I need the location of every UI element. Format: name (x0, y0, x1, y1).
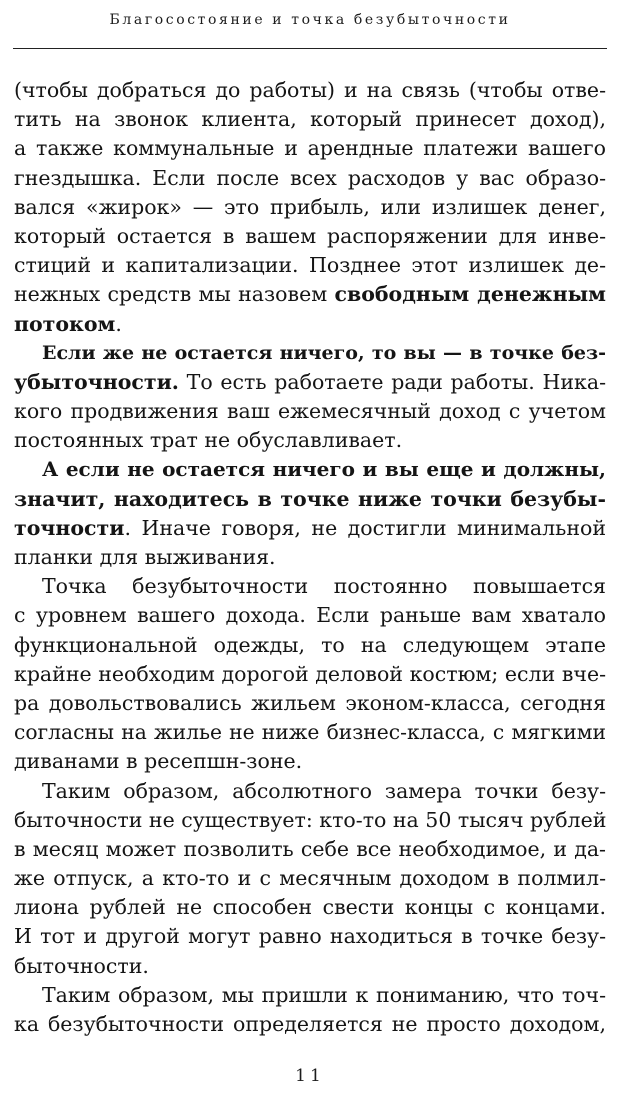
text-segment: с уровнем вашего дохода. Если раньше вам хватало (14, 603, 606, 628)
text-segment: Точка безубыточности постоянно повышается (42, 574, 606, 599)
text-segment: То есть работаете ради работы. Ника- (178, 369, 606, 394)
text-line (14, 631, 606, 660)
text-line (14, 310, 606, 339)
bold-text-segment: Если же не остается ничего, то вы — в точке без- (42, 341, 606, 364)
bold-text-segment: А если не остается ничего и вы еще и должны, (42, 457, 606, 482)
text-segment: . (115, 311, 122, 336)
text-segment: ра довольствовались жильем эконом-класса, сегодня (14, 690, 606, 715)
text-segment: а также коммунальные и арендные платежи вашего (14, 136, 606, 161)
text-line (14, 718, 606, 747)
text-line (14, 543, 606, 572)
text-line (14, 1010, 606, 1039)
text-segment: кого продвижения ваш ежемесячный доход с учетом (14, 399, 606, 424)
running-head: Благосостояние и точка безубыточности (109, 12, 511, 28)
text-segment: крайне необходим дорогой деловой костюм; если вче- (14, 661, 606, 686)
text-line (14, 368, 606, 397)
text-line (14, 835, 606, 864)
text-line (14, 397, 606, 426)
text-line (14, 164, 606, 193)
text-line (14, 251, 606, 280)
page-number: 11 (295, 1066, 325, 1086)
text-line (14, 455, 606, 484)
text-line (14, 660, 606, 689)
text-line (14, 514, 606, 543)
bold-text-segment: свободным денежным (334, 282, 606, 307)
text-line (14, 280, 606, 309)
text-line (14, 339, 606, 368)
bold-text-segment: убыточности. (14, 369, 179, 394)
bold-text-segment: значит, находитесь в точке ниже точки безубы- (14, 486, 606, 511)
text-segment: согласны на жилье не ниже бизнес-класса, с мягкими (14, 720, 606, 745)
text-line (14, 105, 606, 134)
header-rule (13, 48, 607, 49)
text-line (14, 689, 606, 718)
text-segment: гнездышка. Если после всех расходов у вас образо- (14, 165, 606, 190)
text-segment: быточности. (14, 953, 149, 978)
text-segment: же отпуск, а кто-то и с месячным доходом в полмил- (14, 866, 606, 891)
text-segment: Таким образом, абсолютного замера точки безу- (42, 778, 606, 803)
text-segment: (чтобы добраться до работы) и на связь (чтобы отве- (14, 78, 606, 102)
text-segment: Таким образом, мы пришли к пониманию, что точ- (42, 982, 606, 1007)
text-line (14, 893, 606, 922)
text-line (14, 747, 606, 776)
text-line (14, 485, 606, 514)
text-line (14, 777, 606, 806)
text-line (14, 922, 606, 951)
text-segment: диванами в ресепшн-зоне. (14, 749, 303, 774)
text-line (14, 572, 606, 601)
text-line (14, 864, 606, 893)
bold-text-segment: точности (14, 515, 125, 540)
text-segment: который остается в вашем распоряжении для инве- (14, 223, 606, 248)
text-line (14, 134, 606, 163)
text-line (14, 952, 606, 981)
text-segment: в месяц может позволить себе все необходимое, и да- (14, 836, 606, 861)
text-segment: И тот и другой могут равно находиться в точке безу- (14, 924, 606, 949)
text-line (14, 193, 606, 222)
text-segment: стиций и капитализации. Позднее этот излишек де- (14, 253, 606, 278)
text-segment: тить на звонок клиента, который принесет доход), (14, 107, 606, 132)
text-segment: функциональной одежды, то на следующем этапе (14, 632, 606, 657)
text-segment: быточности не существует: кто-то на 50 тысяч рублей (14, 807, 607, 832)
text-line (14, 601, 606, 630)
text-segment: нежных средств мы назовем (14, 282, 335, 307)
text-segment: . Иначе говоря, не достигли минимальной (124, 515, 606, 540)
text-line (14, 426, 606, 455)
text-line (14, 981, 606, 1010)
text-segment: постоянных трат не обуславливает. (14, 428, 403, 453)
bold-text-segment: потоком (14, 311, 116, 336)
text-line (14, 222, 606, 251)
text-line (14, 806, 606, 835)
body-text (14, 76, 606, 1039)
text-segment: вался «жирок» — это прибыль, или излишек денег, (14, 194, 606, 219)
text-segment: планки для выживания. (14, 545, 276, 569)
text-line (14, 76, 606, 105)
text-segment: ка безубыточности определяется не просто доходом, (14, 1012, 606, 1036)
text-segment: лиона рублей не способен свести концы с концами. (14, 895, 606, 920)
